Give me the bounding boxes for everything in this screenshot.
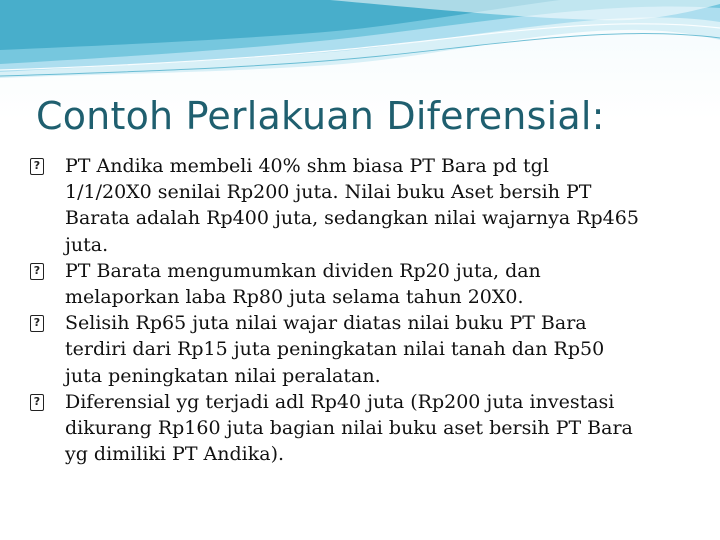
missing-glyph-icon (30, 394, 44, 411)
bullet-line: terdiri dari Rp15 juta peningkatan nilai tanah dan Rp50 (65, 338, 605, 361)
bullet-line: PT Andika membeli 40% shm biasa PT Bara pd tgl (65, 155, 549, 177)
bullet-line: PT Barata mengumumkan dividen Rp20 juta, dan (65, 259, 541, 282)
bullet-item (30, 153, 690, 258)
missing-glyph-icon (30, 158, 44, 175)
bullet-line: Selisih Rp65 juta nilai wajar diatas nilai buku PT Bara (65, 312, 587, 335)
slide-title: Contoh Perlakuan Diferensial: (36, 94, 605, 138)
bullet-item (30, 310, 690, 389)
bullet-line: yg dimiliki PT Andika). (65, 443, 285, 466)
bullet-line: 1/1/20X0 senilai Rp200 juta. Nilai buku Aset bersih PT (65, 181, 592, 204)
bullet-line: dikurang Rp160 juta bagian nilai buku aset bersih PT Bara (65, 417, 633, 440)
bullet-line: juta peningkatan nilai peralatan. (65, 364, 381, 387)
missing-glyph-icon (30, 263, 44, 280)
bullet-item (30, 389, 690, 468)
missing-glyph-icon (30, 315, 44, 332)
bullet-list (30, 153, 690, 467)
bullet-line: Diferensial yg terjadi adl Rp40 juta (Rp200 juta investasi (65, 390, 615, 413)
bullet-line: melaporkan laba Rp80 juta selama tahun 20X0. (65, 286, 524, 309)
bullet-item (30, 258, 690, 310)
bullet-line: juta. (65, 233, 109, 256)
bullet-line: Barata adalah Rp400 juta, sedangkan nilai wajarnya Rp465 (65, 207, 639, 230)
header-wave-decoration (0, 0, 720, 90)
